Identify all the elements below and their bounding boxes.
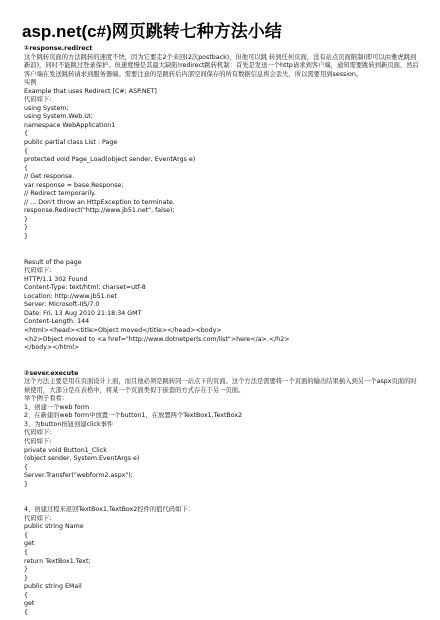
text-line: {: [24, 531, 29, 539]
text-line: public string Name: [24, 523, 84, 531]
text-line: return TextBox1.Text;: [24, 557, 91, 565]
text-line: <html><head><title>Object moved</title></head><body>: [24, 326, 222, 334]
text-line: }: [24, 480, 29, 488]
text-line: }: [24, 233, 29, 241]
text-line: 2、在新建的web form中放置一个button1，在放置两个TextBox1,TextBox2: [24, 412, 243, 420]
text-line: }: [24, 574, 29, 582]
text-line: 代码如下:: [24, 96, 52, 104]
text-line: {: [24, 164, 29, 172]
text-line: protected void Page_Load(object sender, EventArgs e): [24, 156, 196, 164]
text-line: }: [24, 224, 29, 232]
blank-line: [24, 353, 420, 370]
text-line: get: [24, 600, 35, 608]
text-line: }: [24, 215, 29, 223]
page-title: asp.net(c#)网页跳转七种方法小结: [22, 22, 282, 41]
blank-line: [24, 489, 420, 506]
text-line: Content-Length: 144: [24, 318, 90, 326]
text-line: 代码如下:: [24, 514, 52, 522]
text-line: 这个方法主要是用在页面设计上面，而且他必须是跳转同一站点下的页面。这个方法是需要将一个页面的输出结果插入到另一个aspx页面的时候使用，大部分是在表格中，将某一个页面类似于嵌套的方式存在于另一页面。: [24, 378, 417, 394]
document-body: [24, 45, 420, 617]
text-line: Server: Microsoft-IIS/7.0: [24, 301, 100, 309]
text-line: {: [24, 591, 29, 599]
text-line: var response = base.Response;: [24, 181, 124, 189]
text-line: Date: Fri, 13 Aug 2010 21:18:34 GMT: [24, 309, 142, 317]
text-line: {: [24, 463, 29, 471]
text-line: HTTP/1.1 302 Found: [24, 275, 88, 283]
text-line: public string EMail: [24, 583, 82, 591]
text-line: 实例: [24, 79, 37, 87]
text-line: private void Button1_Click: [24, 446, 107, 454]
text-line: 1、创建一个web form: [24, 403, 90, 411]
text-line: 3、为button按钮创建click事件: [24, 420, 114, 428]
text-line: Result of the page: [24, 258, 82, 266]
text-line: 代码如下:: [24, 429, 52, 437]
text-line: 这个跳转页面的方法跳转的速度不快，因为它要走2个来回(2次postback)，但他可以跳 转到任何页面，没有站点页面限制(即可以由雅虎跳到新浪)，同时不能跳过登录保护。但速度慢是其最大缺陷!redirect跳转机制：首先是发送一个http请求到客户端，通知需要跳转到新页面，然后客户端在发送跳转请求到服务器端。需要注意的是跳转后内部空间保存的所有数据信息将会丢失，所以需要用到session。: [24, 53, 419, 78]
text-line: 4、创建过程来返回TextBox1,TextBox2控件的值代码如下：: [24, 506, 194, 514]
text-line: using System.Web.UI;: [24, 113, 93, 121]
text-line: </body></html>: [24, 344, 80, 352]
text-line: using System;: [24, 104, 69, 112]
text-line: 代码如下:: [24, 437, 52, 445]
text-line: }: [24, 566, 29, 574]
text-line: {: [24, 130, 29, 138]
text-line: 举个例子看看：: [24, 395, 69, 403]
text-line: Content-Type: text/html; charset=utf-8: [24, 284, 146, 292]
text-line: {: [24, 608, 29, 616]
text-line: <h2>Object moved to <a href="http://www.dotnetperls.com/list">here</a>.</h2>: [24, 335, 290, 343]
text-line: // ... Don't throw an HttpException to terminate.: [24, 198, 175, 206]
text-line: 代码如下:: [24, 267, 52, 275]
text-line: {: [24, 548, 29, 556]
text-line: Server.Transfer("webform2.aspx");: [24, 472, 133, 480]
text-line: public partial class List : Page: [24, 139, 118, 147]
text-line: {: [24, 147, 29, 155]
text-line: Example that uses Redirect [C#; ASP.NET]: [24, 87, 157, 95]
text-line: response.Redirect("http://www.jb51.net", false);: [24, 207, 175, 215]
text-line: // Get response.: [24, 173, 75, 181]
text-line: // Redirect temporarily.: [24, 190, 96, 198]
text-line: (object sender, System.EventArgs e): [24, 455, 140, 463]
blank-line: [24, 242, 420, 259]
section-heading: ②sever.execute: [24, 369, 79, 377]
section-heading: ①response.redirect: [24, 45, 93, 52]
text-line: get: [24, 540, 35, 548]
text-line: namespace WebApplication1: [24, 121, 116, 129]
text-line: Location: http://www.jb51.net: [24, 292, 118, 300]
